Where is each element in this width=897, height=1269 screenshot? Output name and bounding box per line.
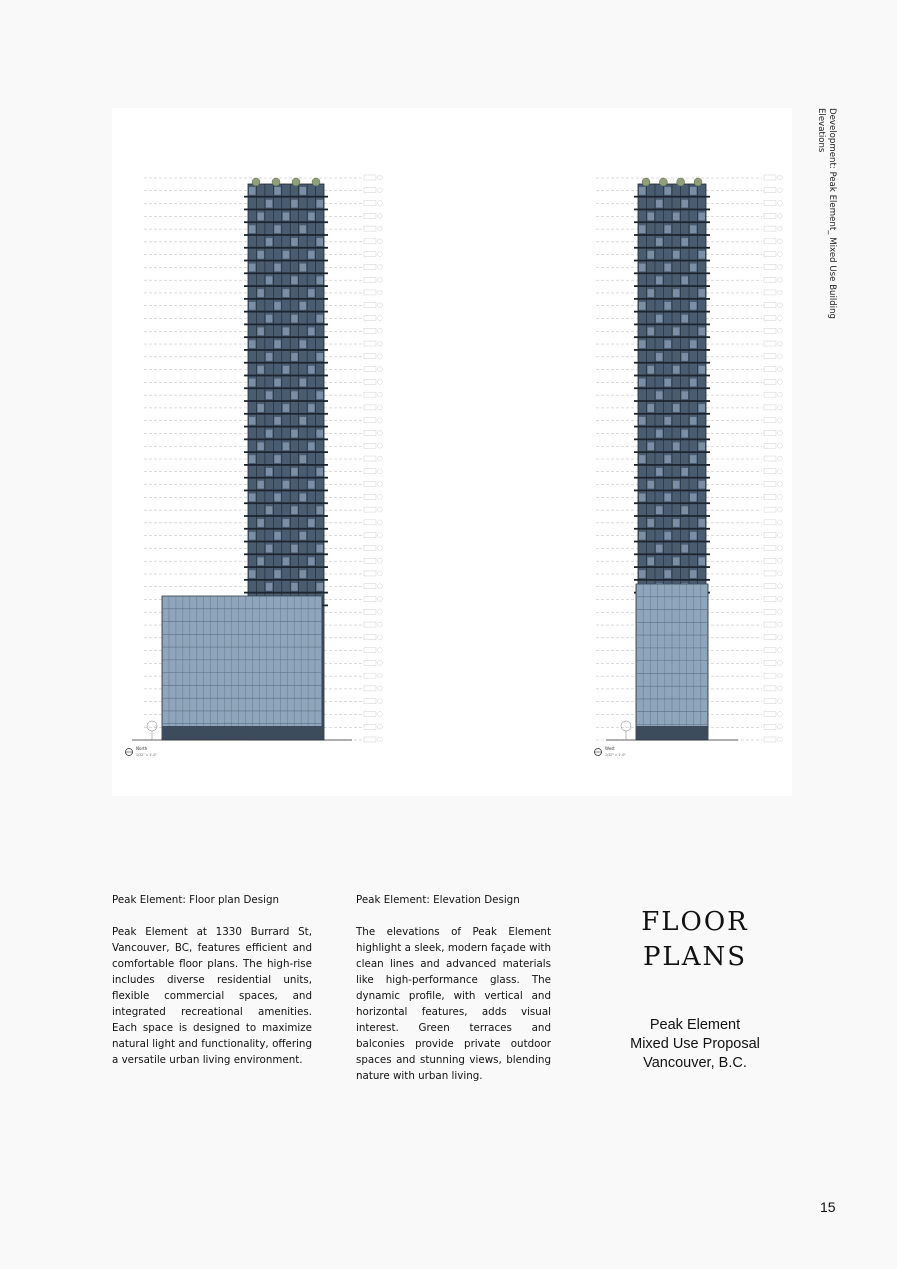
elevation-heading: Peak Element: Elevation Design bbox=[356, 894, 520, 906]
page-number: 15 bbox=[820, 1199, 836, 1215]
side-note bbox=[815, 108, 839, 318]
floor-plan-column bbox=[112, 892, 312, 1068]
elevation-column bbox=[356, 892, 551, 1084]
north-elevation-label: North bbox=[136, 746, 148, 751]
title-block bbox=[610, 905, 780, 1073]
elevation-drawings-panel bbox=[112, 108, 792, 796]
page-title bbox=[610, 905, 780, 975]
west-elevation-scale: 1/32" = 1'-0" bbox=[605, 753, 626, 757]
page-title-line-2: PLANS bbox=[642, 942, 748, 972]
subtitle-line-1: Peak Element bbox=[649, 1017, 741, 1033]
side-note-line-1: Development: Peak Element_ Mixed Use Building bbox=[827, 108, 837, 319]
subtitle-line-3: Vancouver, B.C. bbox=[643, 1055, 747, 1071]
project-subtitle bbox=[610, 1016, 780, 1073]
side-note-line-2: Elevations bbox=[816, 108, 826, 153]
north-elevation-label-group bbox=[125, 746, 157, 757]
elevation-drawings bbox=[112, 108, 792, 796]
subtitle-line-2: Mixed Use Proposal bbox=[630, 1036, 760, 1052]
elevation-body: The elevations of Peak Element highlight a sleek, modern façade with clean lines and advanced materials like high-performance glass. The dynamic profile, with vertical and horizontal features, adds visual interest. Green terraces and balconies provide private outdoor spaces and stunning views, blending nature with urban living. bbox=[356, 926, 551, 1082]
floor-plan-body: Peak Element at 1330 Burrard St, Vancouver, BC, features efficient and comfortable floor plans. The high-rise includes diverse residential units, flexible commercial spaces, and integrated recreational amenities. Each space is designed to maximize natural light and functionality, offering a versatile urban living environment. bbox=[112, 926, 312, 1066]
north-elevation-scale: 1/32" = 1'-0" bbox=[136, 753, 157, 757]
page-title-line-1: FLOOR bbox=[641, 907, 749, 937]
floor-plan-heading: Peak Element: Floor plan Design bbox=[112, 894, 280, 906]
west-elevation-label-group bbox=[594, 746, 626, 757]
west-elevation-label: West bbox=[605, 746, 615, 751]
